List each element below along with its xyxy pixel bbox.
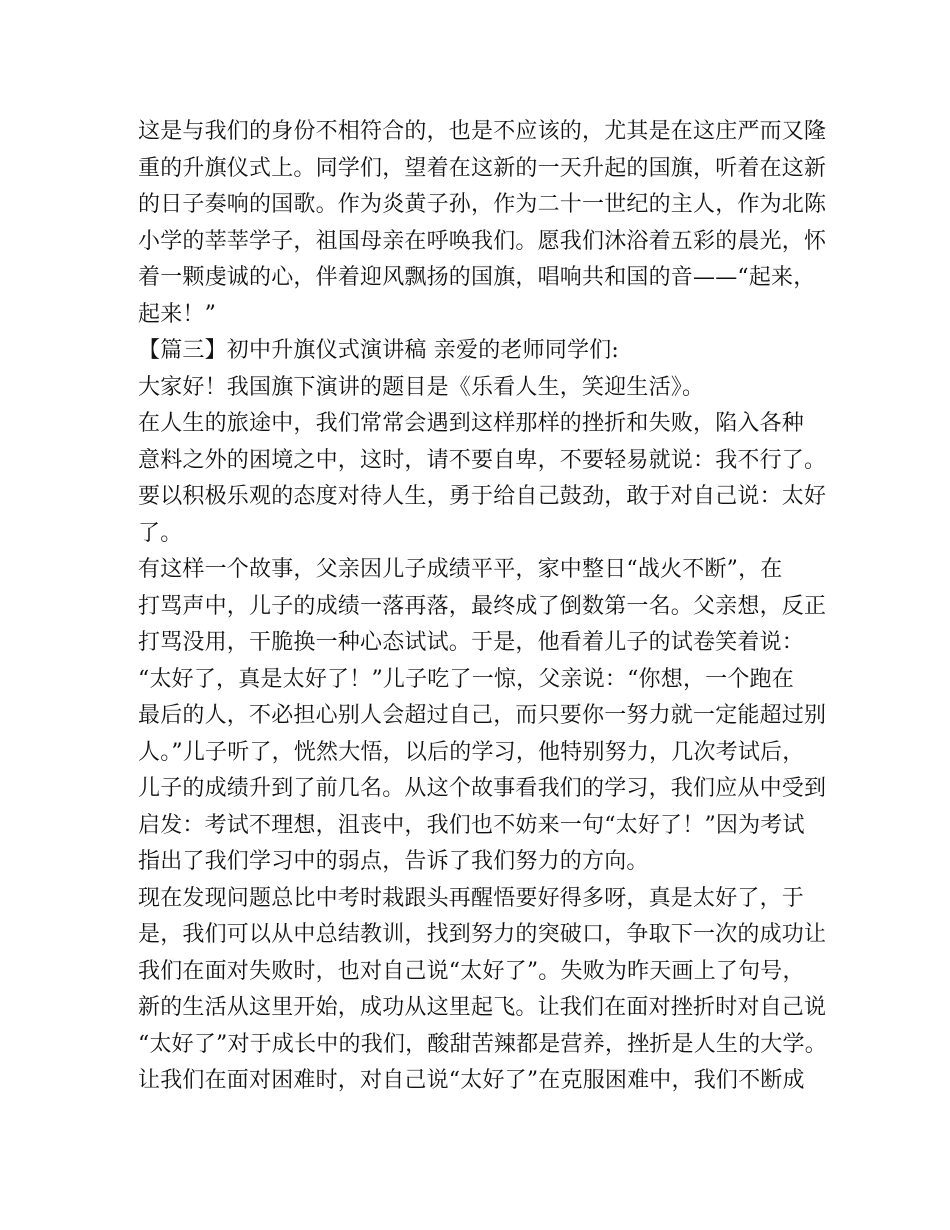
text-line: 小学的莘莘学子，祖国母亲在呼唤我们。愿我们沐浴着五彩的晨光，怀 — [138, 228, 827, 254]
text-line: “太好了”对于成长中的我们，酸甜苦辣都是营养，挫折是人生的大学。 — [138, 1031, 827, 1057]
text-line: 着一颗虔诚的心，伴着迎风飘扬的国旗，唱响共和国的音——“起来， — [138, 265, 816, 290]
text-line: 这是与我们的身份不相符合的，也是不应该的，尤其是在这庄严而又隆 — [138, 119, 827, 144]
text-line: 是，我们可以从中总结教训，找到努力的突破口，争取下一次的成功让 — [138, 922, 827, 947]
text-line: 打骂没用，干脆换一种心态试试。于是，他看着儿子的试卷笑着说： — [138, 630, 805, 655]
text-line: 的日子奏响的国歌。作为炎黄子孙，作为二十一世纪的主人，作为北陈 — [138, 192, 827, 217]
document-body — [138, 114, 838, 1100]
text-line: 有这样一个故事，父亲因儿子成绩平平，家中整日“战火不断”，在 — [138, 557, 783, 582]
text-line: 要以积极乐观的态度对待人生，勇于给自己鼓劲，敢于对自己说：太好 — [138, 484, 827, 509]
text-line: 重的升旗仪式上。同学们，望着在这新的一天升起的国旗，听着在这新 — [138, 155, 827, 181]
text-line: 新的生活从这里开始，成功从这里起飞。让我们在面对挫折时对自己说 — [138, 995, 827, 1020]
text-line: 打骂声中，儿子的成绩一落再落，最终成了倒数第一名。父亲想，反正 — [138, 593, 827, 619]
text-line: 我们在面对失败时，也对自己说“太好了”。失败为昨天画上了句号， — [138, 958, 805, 984]
text-line: 启发：考试不理想，沮丧中，我们也不妨来一句“太好了！”因为考试 — [138, 812, 805, 838]
text-line: 意料之外的困境之中，这时，请不要自卑，不要轻易就说：我不行了。 — [138, 447, 827, 473]
text-line: 现在发现问题总比中考时栽跟头再醒悟要好得多呀，真是太好了，于 — [138, 885, 805, 911]
text-line: 最后的人，不必担心别人会超过自己，而只要你一努力就一定能超过别 — [138, 703, 827, 728]
text-line: 让我们在面对困难时，对自己说“太好了”在克服困难中，我们不断成 — [138, 1068, 805, 1093]
text-line: 指出了我们学习中的弱点，告诉了我们努力的方向。 — [138, 849, 649, 874]
text-line: 了。 — [138, 520, 183, 546]
text-line: 在人生的旅途中，我们常常会遇到这样那样的挫折和失败，陷入各种 — [138, 411, 805, 436]
text-line: 起来！” — [138, 301, 217, 327]
text-line: “太好了，真是太好了！”儿子吃了一惊，父亲说：“你想，一个跑在 — [138, 666, 794, 692]
section-heading: 【篇三】初中升旗仪式演讲稿 亲爱的老师同学们: — [138, 338, 620, 363]
text-line: 儿子的成绩升到了前几名。从这个故事看我们的学习，我们应从中受到 — [138, 776, 827, 801]
text-line: 大家好！我国旗下演讲的题目是《乐看人生，笑迎生活》。 — [138, 374, 705, 400]
text-line: 人。”儿子听了，恍然大悟，以后的学习，他特别努力，几次考试后， — [138, 739, 805, 765]
